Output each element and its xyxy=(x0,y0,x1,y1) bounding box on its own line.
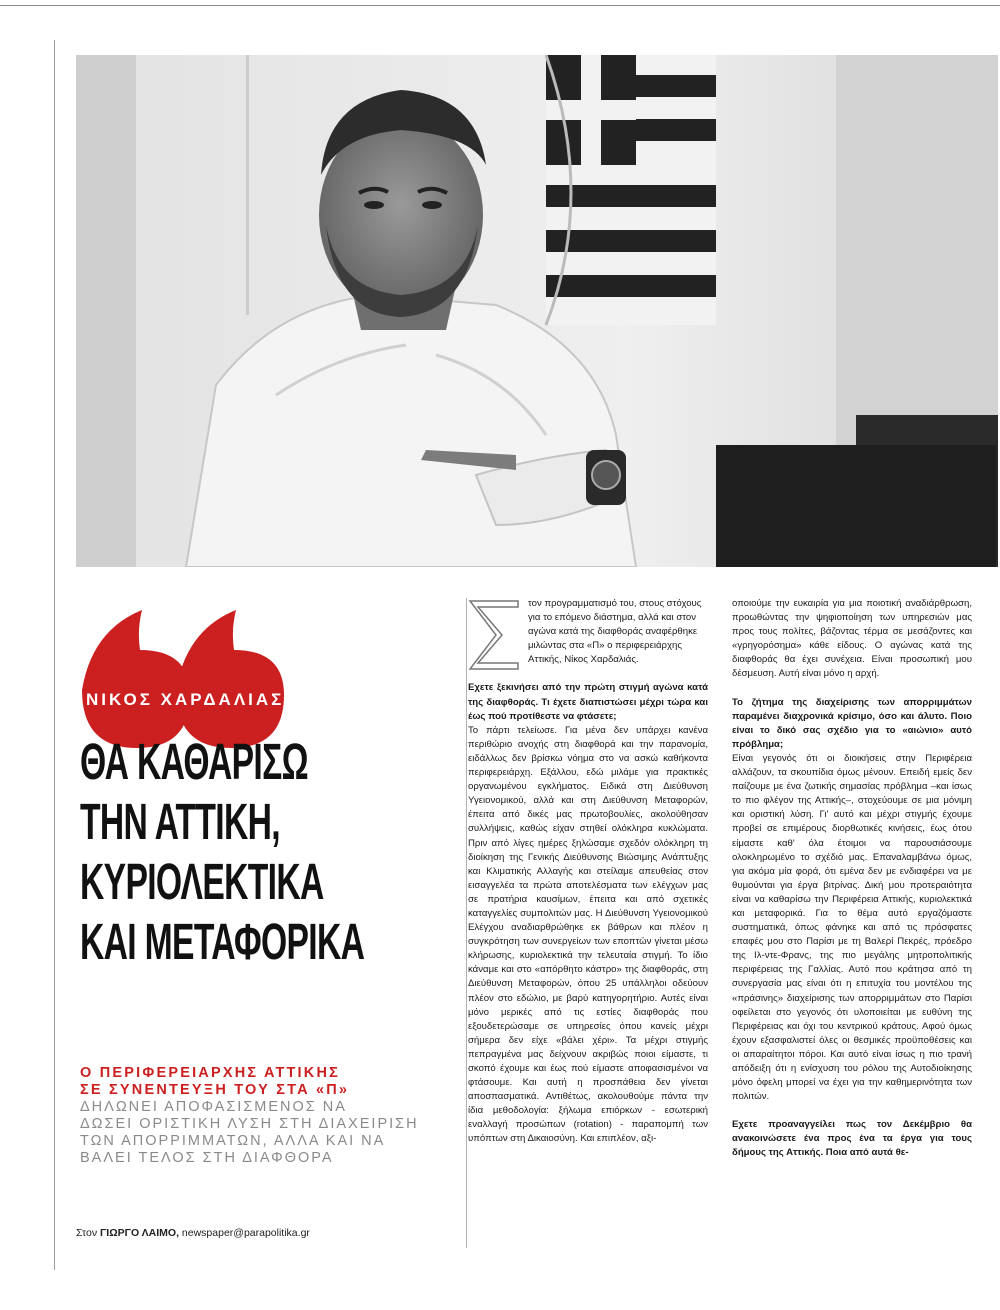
standfirst-text: ΒΑΛΕΙ ΤΕΛΟΣ ΣΤΗ ΔΙΑΦΘΟΡΑ xyxy=(80,1150,334,1166)
byline-author: ΓΙΩΡΓΟ ΛΑΙΜΟ, xyxy=(100,1227,179,1239)
intro-block xyxy=(468,597,708,667)
standfirst-text: ΔΗΛΩΝΕΙ ΑΠΟΦΑΣΙΣΜΕΝΟΣ ΝΑ xyxy=(80,1099,347,1115)
standfirst-text: ΤΩΝ ΑΠΟΡΡΙΜΜΑΤΩΝ, ΑΛΛΑ ΚΑΙ ΝΑ xyxy=(80,1133,386,1149)
question-3: Εχετε προαναγγείλει πως τον Δεκέμβριο θα ανακοινώσετε ένα προς ένα τα έργα για τους δήμους της Αττικής. Ποια από αυτά θε- xyxy=(732,1119,972,1159)
question-1: Εχετε ξεκινήσει από την πρώτη στιγμή αγώνα κατά της διαφθοράς. Τι έχετε διαπιστώσει μέχρι τώρα και έως πού προτίθεστε να φτάσετε; xyxy=(468,682,708,722)
standfirst-lead: ΣΕ ΣΥΝΕΝΤΕΥΞΗ ΤΟΥ ΣΤΑ «Π» xyxy=(80,1082,350,1098)
headline-line: ΚΥΡΙΟΛΕΚΤΙΚΑ xyxy=(80,853,324,910)
question-2: Το ζήτημα της διαχείρισης των απορριμμάτων παραμένει διαχρονικά κρίσιμο, όσο και άλυτο. Ποιο είναι το δικό σας σχέδιο για το «αιώνιο» αυτό πρόβλημα; xyxy=(732,696,972,750)
answer-2: Είναι γεγονός ότι οι διοικήσεις στην Περιφέρεια αλλάζουν, τα σκουπίδια όμως μένουν. Επειδή εμείς δεν παίζουμε με ένα ζωτικής σημασίας πρόβλημα –και ίσως το πιο φλέγον της Αττικής–, στοχεύουμε σε μια μόνιμη και οριστική λύση. Γι' αυτό και μέχρι στιγμής έχουμε προβεί σε επιμέρους διορθωτικές κινήσεις, έως ότου είμαστε καθ' όλα έτοιμοι να παρουσιάσουμε ολοκληρωμένο το σχέδιό μας. Επαναλαμβάνω όμως, για ακόμα μία φορά, ότι εμένα δεν με ενδιαφέρει να με θυμούνται για έργα βιτρίνας. Δική μου προτεραιότητα είναι να καθαρίσω την Περιφέρεια Αττικής, κυριολεκτικά και μεταφορικά. Για το θέμα αυτό εργαζόμαστε συστηματικά, όπως φάνηκε και από τις πρόσφατες επαφές μου στο Παρίσι με τη Βαλερί Πεκρές, πρόεδρο της Ιλ-ντε-Φρανς, της πιο μεγάλης μητροπολιτικής περιφέρειας της Γαλλίας. Αυτό που κράτησα από τη συνεργασία μας είναι ότι η επιτυχία του μοντέλου της «πράσινης» διαχείρισης των απορριμμάτων στο Παρίσι οφείλεται στο γεγονός ότι υλοποιείται με ευθύνη της Περιφέρειας και όχι του κεντρικού κράτους. Αφού όμως έχουν εξασφαλιστεί όλες οι θεσμικές προϋποθέσεις και οι απαραίτητοι πόροι. Και αυτό είναι ίσως η πιο τρανή απόδειξη ότι η ενίσχυση του ρόλου της Αυτοδιοίκησης μόνο όφελη μπορεί να έχει για την καθημερινότητα των πολιτών. xyxy=(732,752,972,1103)
answer-1-continued: οποιούμε την ευκαιρία για μια ποιοτική αναδιάρθρωση, προωθώντας την ψηφιοποίηση των υπηρεσιών μας προς τους πολίτες, βάζοντας τέρμα σε μεσάζοντες και «γρηγορόσημα» κάθε είδους. Ο αγώνας κατά της διαφθοράς θα έχει συνέχεια. Είναι προσωπική μου δέσμευση. Αυτή είναι μόνο η αρχή. xyxy=(732,598,972,680)
byline-email: newspaper@parapolitika.gr xyxy=(181,1227,310,1239)
top-rule xyxy=(0,5,1000,6)
intro-paragraph: τον προγραμματισμό του, στους στόχους για το επόμενο διάστημα, αλλά και στον αγώνα κατά της διαφθοράς αναφέρθηκε μιλώντας στα «Π» ο περιφερειάρχης Αττικής, Νίκος Χαρδαλιάς. xyxy=(528,598,702,666)
headline-line: ΤΗΝ ΑΤΤΙΚΗ, xyxy=(80,793,280,850)
article-column-2 xyxy=(732,597,972,1161)
headline xyxy=(80,732,460,972)
byline xyxy=(76,1227,310,1239)
article-column-1 xyxy=(468,597,708,1147)
standfirst-text: ΔΩΣΕΙ ΟΡΙΣΤΙΚΗ ΛΥΣΗ ΣΤΗ ΔΙΑΧΕΙΡΙΣΗ xyxy=(80,1116,419,1132)
page-margin-rule xyxy=(54,40,55,1270)
quote-mark-left xyxy=(82,610,190,748)
standfirst xyxy=(80,1065,450,1167)
quote-mark-right xyxy=(176,610,284,748)
headline-line: ΘΑ ΚΑΘΑΡΙΣΩ xyxy=(80,733,308,790)
headline-line: ΚΑΙ ΜΕΤΑΦΟΡΙΚΑ xyxy=(80,913,365,970)
byline-prefix: Στον xyxy=(76,1227,98,1239)
portrait-photo xyxy=(76,55,998,567)
interviewee-name: ΝΙΚΟΣ ΧΑΡΔΑΛΙΑΣ xyxy=(86,690,285,709)
drop-cap-sigma xyxy=(468,599,520,671)
column-divider xyxy=(466,598,467,1248)
answer-1: Το πάρτι τελείωσε. Για μένα δεν υπάρχει κανένα περιθώριο ανοχής στη διαφθορά και την παρανομία, ειδάλλως δεν βρίσκω νόημα στο να ασκώ καθήκοντα περιφερειάρχη. Εξάλλου, εδώ μιλάμε για πρακτικές οργανωμένου εγκλήματος. Ειδικά στη Διεύθυνση Υγειονομικού, αλλά και στη Διεύθυνση Μεταφορών, έπειτα από δικές μας πρωτοβουλίες, ακολούθησαν συλλήψεις, καθώς είχαν στηθεί ολόκληρα κυκλώματα. Πριν από λίγες ημέρες ξηλώσαμε σχεδόν ολόκληρη τη διοίκηση της Γενικής Διεύθυνσης Βιώσιμης Ανάπτυξης και Κλιματικής Αλλαγής και στείλαμε απευθείας στον εισαγγελέα τα πρώτα αποτελέσματα των ελέγχων μας σε πρατήρια καυσίμων, έπειτα και από σχετικές καταγγελίες συμπολιτών μας. Η Διεύθυνση Υγειονομικού Ελέγχου αναδιαρθρώθηκε εκ βάθρων και πλέον η συγκρότηση των συνεργείων των εποπτών γίνεται μέσω κλήρωσης, κυριολεκτικά την τελευταία στιγμή. Το ίδιο κάναμε και στο «απόρθητο κάστρο» της διαφθοράς, στη Διεύθυνση Μεταφορών, όπου 25 υπάλληλοι οδεύουν πλέον στο εδώλιο, με βαρύ κατηγορητήριο. Αυτές είναι μόνο μερικές από τις εστίες διαφθοράς που εξουδετερώσαμε σε υπηρεσίες όπου κανείς μέχρι σήμερα δεν είχε «βάλει χέρι». Τα μέχρι στιγμής πεπραγμένα μας δείχνουν ακριβώς ποιοι είμαστε, τι σκοπό έχουμε και έως πού είμαστε αποφασισμένοι να φτάσουμε. Και αυτή η προσπάθεια δεν γίνεται αποσπασματικά. Αντιθέτως, ακολουθούμε πάντα την ίδια μεθοδολογία: ξήλωμα επιόρκων - εσωτερική εναλλαγή προσώπων (rotation) - παραπομπή των υπόπτων στη Δικαιοσύνη. Και επιπλέον, αξι- xyxy=(468,724,708,1145)
standfirst-lead: Ο ΠΕΡΙΦΕΡΕΙΑΡΧΗΣ ΑΤΤΙΚΗΣ xyxy=(80,1065,341,1081)
